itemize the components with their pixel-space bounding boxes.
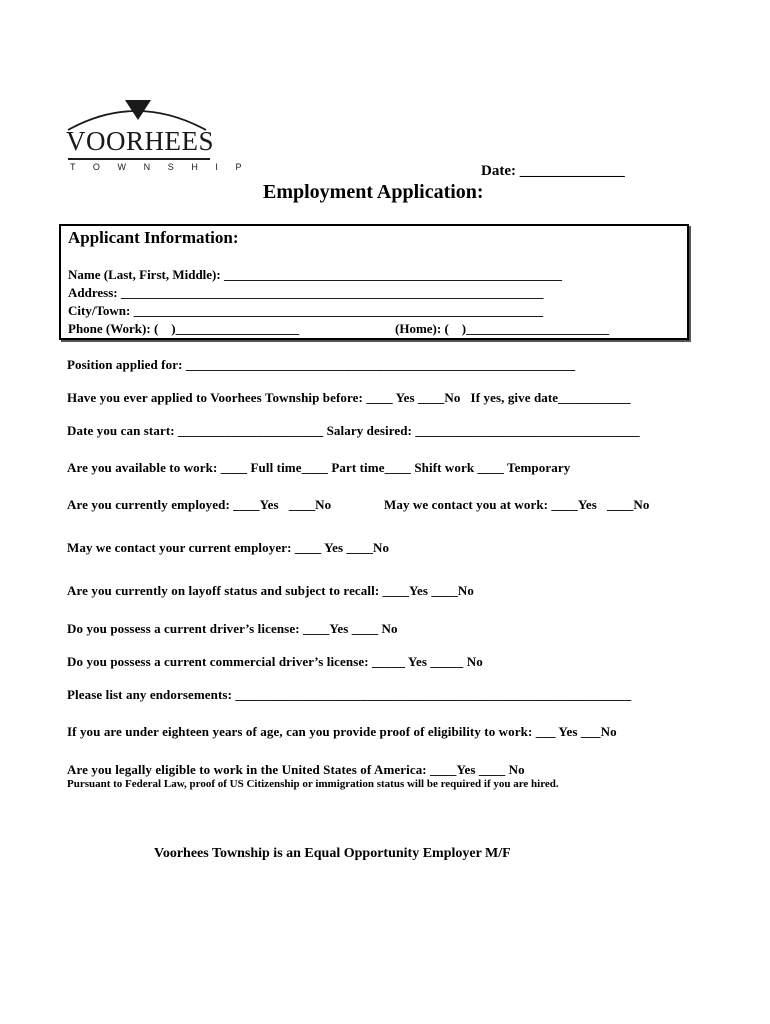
applied-before-question[interactable]: Have you ever applied to Voorhees Township before: ____ Yes ____No If yes, give date___________ [67,390,631,405]
citizenship-note: Pursuant to Federal Law, proof of US Citizenship or immigration status will be required if you are hired. [67,778,559,790]
form-title: Employment Application: [263,181,484,203]
applicant-info-box [59,224,689,340]
endorsements-field[interactable]: Please list any endorsements: ____________________________________________________________ [67,687,632,702]
township-logo [66,96,260,182]
position-applied-field[interactable]: Position applied for: ___________________________________________________________ [67,357,576,372]
start-date-salary-field[interactable]: Date you can start: ______________________ Salary desired: __________________________________ [67,423,640,438]
equal-opportunity-statement: Voorhees Township is an Equal Opportunity Employer M/F [154,846,511,861]
contact-at-work-question[interactable]: May we contact you at work: ____Yes ____No [384,497,650,512]
currently-employed-question[interactable]: Are you currently employed: ____Yes ____No [67,497,332,512]
home-phone-field[interactable]: (Home): ( )______________________ [395,321,610,336]
legally-eligible-question[interactable]: Are you legally eligible to work in the United States of America: ____Yes ____ No [67,762,525,777]
applicant-info-heading: Applicant Information: [68,228,239,247]
work-phone-field[interactable]: Phone (Work): ( )___________________ [68,321,300,336]
address-field[interactable]: Address: _________________________________________________________________ [68,285,544,300]
contact-employer-question[interactable]: May we contact your current employer: ____ Yes ____No [67,540,390,555]
drivers-license-question[interactable]: Do you possess a current driver’s license: ____Yes ____ No [67,621,398,636]
logo-divider [68,158,210,160]
commercial-license-question[interactable]: Do you possess a current commercial driver’s license: _____ Yes _____ No [67,654,483,669]
availability-question[interactable]: Are you available to work: ____ Full time____ Part time____ Shift work ____ Temporary [67,460,571,475]
name-field[interactable]: Name (Last, First, Middle): ____________________________________________________ [68,267,562,282]
under-eighteen-question[interactable]: If you are under eighteen years of age, can you provide proof of eligibility to work: ___ Yes ___No [67,724,617,739]
logo-subtitle: TOWNSHIP [70,162,260,172]
logo-wordmark: VOORHEES [66,126,215,156]
layoff-status-question[interactable]: Are you currently on layoff status and subject to recall: ____Yes ____No [67,583,474,598]
date-field[interactable]: Date: ______________ [481,163,625,179]
city-town-field[interactable]: City/Town: _______________________________________________________________ [68,303,544,318]
